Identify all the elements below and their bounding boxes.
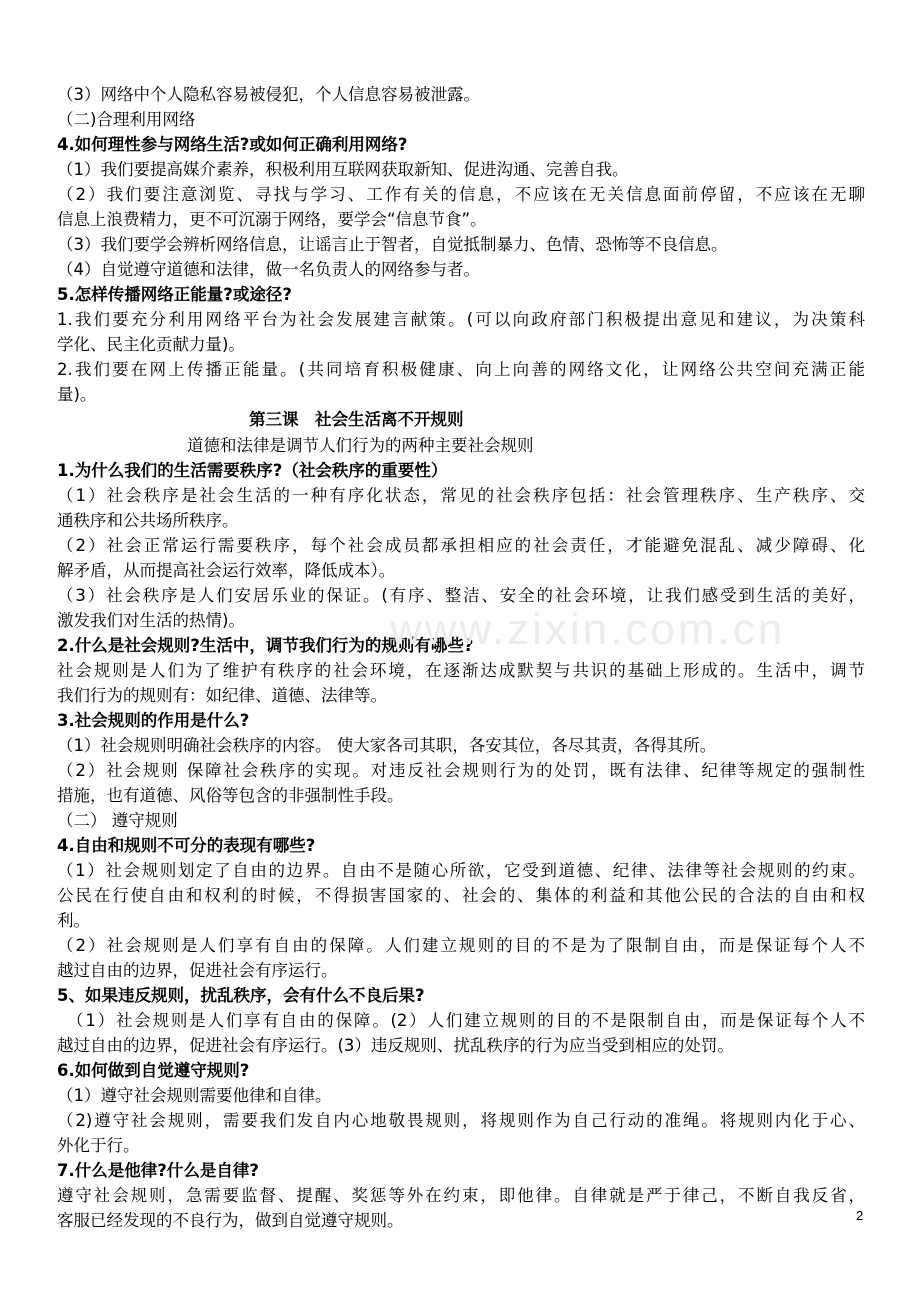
text-line: （二） 遵守规则 — [57, 811, 178, 830]
text-line: （二)合理利用网络 — [57, 110, 196, 129]
text-line: 遵守社会规则，急需要监督、提醒、奖惩等外在约束，即他律。自律就是严于律己，不断自我反省， — [57, 1186, 865, 1205]
text-line: 2.我们要在网上传播正能量。(共同培育积极健康、向上向善的网络文化，让网络公共空间充满正能 — [57, 360, 865, 379]
text-line: 量)。 — [57, 385, 97, 404]
lesson-subtitle: 道德和法律是调节人们行为的两种主要社会规则 — [187, 436, 534, 455]
text-line: 越过自由的边界，促进社会有序运行。 — [57, 961, 338, 980]
section-heading: 6.如何做到自觉遵守规则? — [57, 1061, 250, 1080]
text-line: 外化于行。 — [57, 1136, 140, 1155]
text-line: 解矛盾，从而提高社会运行效率，降低成本）。 — [57, 561, 396, 580]
section-heading: 2.什么是社会规则?生活中，调节我们行为的规则有哪些? — [57, 636, 474, 655]
watermark: www.zixin.com.cn — [390, 605, 786, 654]
text-line: （2）社会规则是人们享有自由的保障。人们建立规则的目的不是为了限制自由，而是保证每个人不 — [57, 936, 865, 955]
section-heading: 7.什么是他律?什么是自律? — [57, 1161, 259, 1180]
page-number: 2 — [856, 1208, 864, 1223]
section-heading: 5、如果违反规则，扰乱秩序，会有什么不良后果? — [57, 986, 425, 1005]
text-line: （3）社会秩序是人们安居乐业的保证。(有序、整洁、安全的社会环境，让我们感受到生活的美好， — [57, 586, 865, 605]
document-body — [57, 82, 865, 1233]
text-line: 社会规则是人们为了维护有秩序的社会环境，在逐渐达成默契与共识的基础上形成的。生活中，调节 — [57, 661, 865, 680]
text-line: （2)遵守社会规则，需要我们发自内心地敬畏规则，将规则作为自己行动的准绳。将规则内化于心、 — [57, 1111, 865, 1130]
text-line: 利。 — [57, 911, 90, 930]
text-line: 越过自由的边界，促进社会有序运行。(3）违反规则、扰乱秩序的行为应当受到相应的处罚。 — [57, 1036, 734, 1055]
text-line: （4）自觉遵守道德和法律，做一名负责人的网络参与者。 — [57, 260, 480, 279]
text-line: 信息上浪费精力，更不可沉溺于网络，要学会“信息节食”。 — [57, 210, 487, 229]
text-line: （2）社会正常运行需要秩序，每个社会成员都承担相应的社会责任，才能避免混乱、减少障碍、化 — [57, 536, 865, 555]
section-heading: 5.怎样传播网络正能量?或途径? — [57, 285, 292, 304]
text-line: 通秩序和公共场所秩序。 — [57, 511, 239, 530]
text-line: （1）社会规则划定了自由的边界。自由不是随心所欲，它受到道德、纪律、法律等社会规则的约束。 — [57, 861, 865, 880]
text-line: （1）社会规则明确社会秩序的内容。 使大家各司其职，各安其位，各尽其责，各得其所。 — [57, 736, 717, 755]
section-heading: 1.为什么我们的生活需要秩序?（社会秩序的重要性） — [57, 461, 448, 480]
text-line: 1.我们要充分利用网络平台为社会发展建言献策。(可以向政府部门积极提出意见和建议，为决策科 — [57, 310, 865, 329]
text-line: （3）我们要学会辨析网络信息，让谣言止于智者，自觉抵制暴力、色情、恐怖等不良信息。 — [57, 235, 728, 254]
section-heading: 4.自由和规则不可分的表现有哪些? — [57, 836, 316, 855]
lesson-title: 第三课 社会生活离不开规则 — [249, 410, 464, 429]
text-line: （1）遵守社会规则需要他律和自律。 — [57, 1086, 332, 1105]
text-line: 我们行为的规则有：如纪律、道德、法律等。 — [57, 686, 387, 705]
text-line: （2）我们要注意浏览、寻找与学习、工作有关的信息，不应该在无关信息面前停留，不应该在无聊 — [57, 185, 865, 204]
text-line: （3）网络中个人隐私容易被侵犯，个人信息容易被泄露。 — [57, 85, 480, 104]
text-line: （2）社会规则 保障社会秩序的实现。对违反社会规则行为的处罚，既有法律、纪律等规定的强制性 — [57, 761, 865, 780]
text-line: 公民在行使自由和权利的时候，不得损害国家的、社会的、集体的利益和其他公民的合法的自由和权 — [57, 886, 865, 905]
section-heading: 3.社会规则的作用是什么? — [57, 711, 250, 730]
text-line: 激发我们对生活的热情)。 — [57, 611, 245, 630]
text-line: （1）社会秩序是社会生活的一种有序化状态，常见的社会秩序包括：社会管理秩序、生产秩序、交 — [57, 486, 865, 505]
text-line: （1）社会规则是人们享有自由的保障。(2）人们建立规则的目的不是限制自由，而是保证每个人不 — [57, 1011, 865, 1030]
text-line: （1）我们要提高媒介素养，积极利用互联网获取新知、促进沟通、完善自我。 — [57, 160, 629, 179]
text-line: 措施，也有道德、风俗等包含的非强制性手段。 — [57, 786, 404, 805]
section-heading: 4.如何理性参与网络生活?或如何正确利用网络? — [57, 135, 408, 154]
text-line: 客服已经发现的不良行为，做到自觉遵守规则。 — [57, 1211, 404, 1230]
text-line: 学化、民主化贡献力量)。 — [57, 335, 245, 354]
